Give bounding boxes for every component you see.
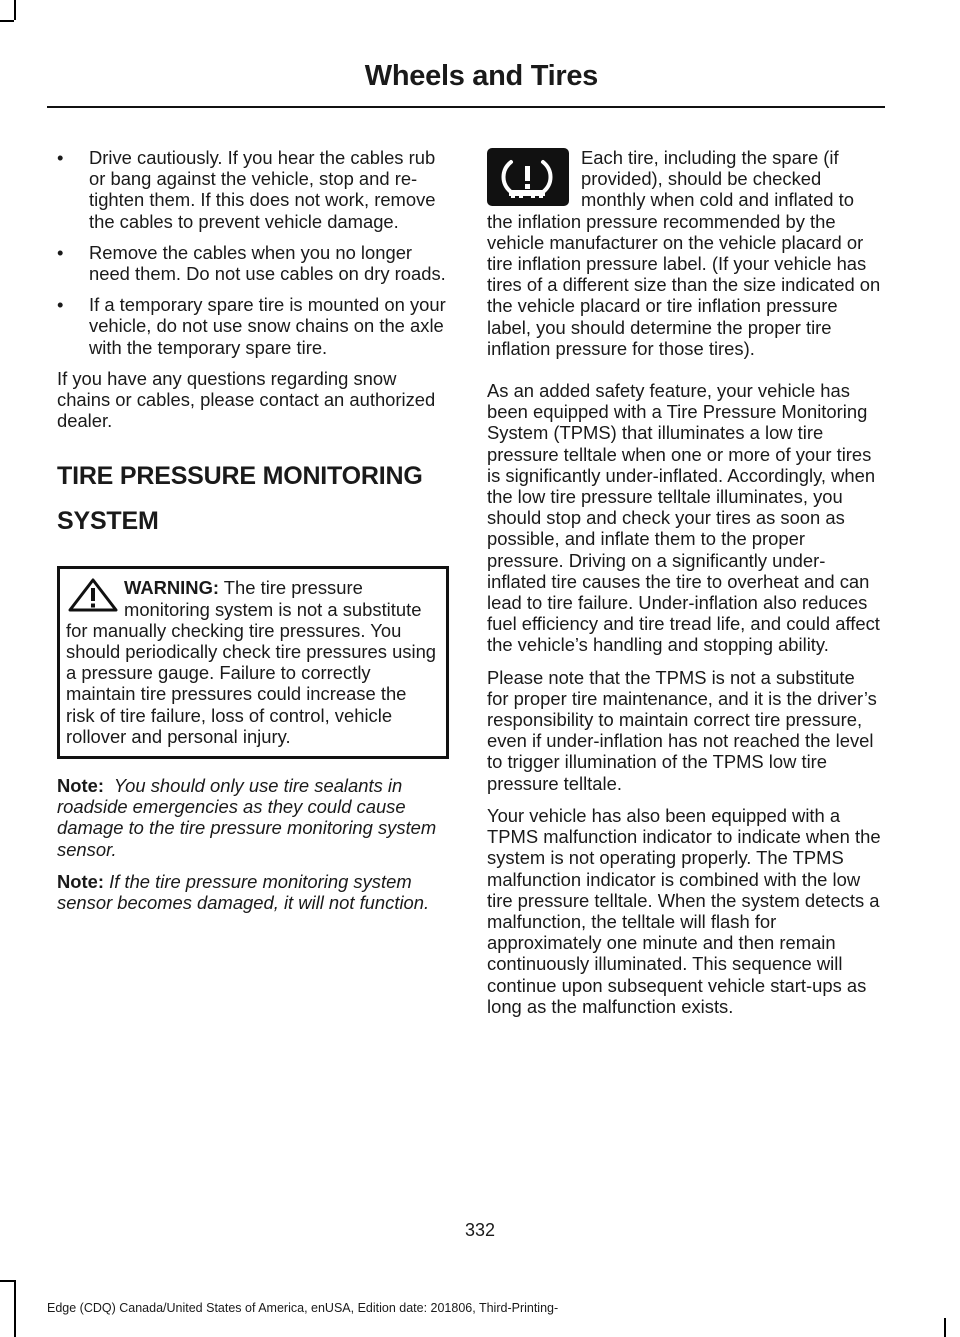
- section-title-line: SYSTEM: [57, 507, 159, 536]
- list-item-text: If a temporary spare tire is mounted on your vehicle, do not use snow chains on the axle with the temporary spare tire.: [89, 294, 446, 358]
- note-text: You should only use tire sealants in roadside emergencies as they could cause damage to the tire pressure monitoring system sensor.: [57, 775, 437, 860]
- bullet-glyph: •: [57, 241, 64, 263]
- list-item-text: Drive cautiously. If you hear the cables rub or bang against the vehicle, stop and re-tighten them. If this does not work, remove the cables to prevent vehicle damage.: [89, 147, 436, 232]
- body-paragraph: Each tire, including the spare (if provided), should be checked monthly when cold and inflated to the inflation pressure recommended by the vehicle manufacturer on the vehicle placard or tire inflation pressure label. (If your vehicle has tires of a different size than the size indicated on the vehicle placard or tire inflation pressure label, you should determine the proper tire inflation pressure for those tires).: [487, 147, 881, 359]
- crop-mark-top-left-h: [0, 20, 14, 22]
- crop-mark-bottom-left: [14, 1280, 16, 1337]
- note-label: Note:: [57, 775, 104, 797]
- warning-triangle-icon: [66, 577, 120, 613]
- note-label: Note:: [57, 870, 104, 892]
- body-paragraph: As an added safety feature, your vehicle has been equipped with a Tire Pressure Monitoring System (TPMS) that illuminates a low tire pressure telltale when one or more of your tires is significantly under-inflated. Accordingly, when the low tire pressure telltale illuminates, you should stop and check your tires as soon as possible, and inflate them to the proper pressure. Driving on a significantly under-inflated tire causes the tire to overheat and can lead to tire failure. Under-inflation also reduces fuel efficiency and tire tread life, and could affect the vehicle’s handling and stopping ability.: [487, 380, 880, 656]
- body-paragraph: Please note that the TPMS is not a substitute for proper tire maintenance, and it is the driver’s responsibility to maintain correct tire pressure, even if under-inflation has not reached the level to trigger illumination of the TPMS low tire pressure telltale.: [487, 666, 877, 794]
- bullet-glyph: •: [57, 294, 64, 316]
- page-number: 332: [464, 1220, 496, 1240]
- section-title: [57, 461, 449, 536]
- tire-exclamation-icon: [497, 154, 559, 200]
- tpms-warning-icon: [487, 148, 569, 206]
- warning-text: The tire pressure monitoring system is not a substitute for manually checking tire pressures. You should periodically check tire pressures using a pressure gauge. Failure to correctly maintain tire pressures could increase the risk of tire failure, loss of control, vehicle rollover and personal injury.: [66, 577, 437, 747]
- bullet-glyph: •: [57, 147, 64, 168]
- bullet-list: [57, 147, 449, 358]
- body-paragraph: Your vehicle has also been equipped with a TPMS malfunction indicator to indicate when the system is not operating properly. The TPMS malfunction indicator is combined with the low tire pressure telltale. When the system detects a malfunction, the telltale will flash for approximately one minute and then remain continuously illuminated. This sequence will continue upon subsequent vehicle start-ups as long as the malfunction exists.: [487, 804, 881, 1017]
- header-divider: [47, 106, 885, 108]
- page-title: Wheels and Tires: [364, 60, 598, 92]
- list-item: [57, 294, 449, 358]
- warning-label: WARNING:: [124, 577, 220, 599]
- left-column: [57, 147, 449, 924]
- right-column: [487, 147, 881, 1028]
- list-item: [57, 242, 449, 284]
- crop-mark-bottom-right: [944, 1318, 946, 1337]
- list-item: [57, 147, 449, 232]
- section-title-line: TIRE PRESSURE MONITORING: [57, 462, 423, 491]
- crop-mark-top-left: [14, 0, 16, 20]
- warning-box: [57, 566, 449, 759]
- note-text: If the tire pressure monitoring system sensor becomes damaged, it will not function.: [57, 870, 430, 914]
- note-paragraph: [57, 775, 449, 860]
- note-paragraph: [57, 871, 449, 913]
- footer-edition-info: Edge (CDQ) Canada/United States of America, enUSA, Edition date: 201806, Third-Printing-: [47, 1301, 559, 1315]
- intro-paragraph: If you have any questions regarding snow chains or cables, please contact an authorized dealer.: [57, 367, 436, 432]
- crop-mark-bottom-left-h: [0, 1280, 14, 1282]
- list-item-text: Remove the cables when you no longer need them. Do not use cables on dry roads.: [89, 241, 446, 285]
